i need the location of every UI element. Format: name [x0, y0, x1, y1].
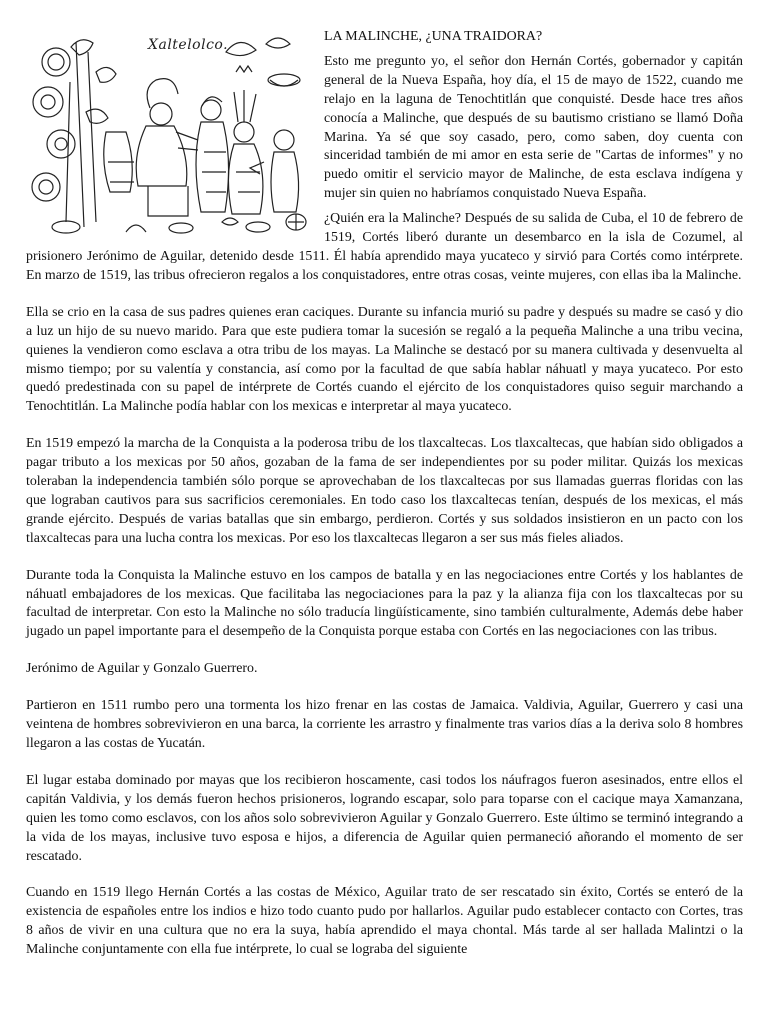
section-subheading: Jerónimo de Aguilar y Gonzalo Guerrero. [26, 661, 258, 677]
document-page [26, 22, 743, 978]
paragraph: Durante toda la Conquista la Malinche estuvo en los campos de batalla y en las negociaciones entre Cortés y los hablantes de náhuatl embajadores de los mexicas. Que facilitaba las negociaciones para la paz y la alianza fija con los tlaxcaltecas por su facultad de interpretar. Con esto la Malinche no sólo traducía lingüísticamente, sino también culturalmente, Además debe haber jugado un papel importante para el desempeño de la Conquista porque estaba con Cortés en las negociaciones con las tribus. [26, 567, 743, 640]
illustration-caption: Xaltelolco. [148, 37, 229, 53]
paragraph: Cuando en 1519 llego Hernán Cortés a las costas de México, Aguilar trato de ser rescatado sin éxito, Cortés se enteró de la existencia de españoles entre los indios e hizo todo cuanto pudo por hallarlos. Aguilar pudo establecer contacto con Cortes, tras 8 años de vivir en una cultura que no era la suya, había aprendido el maya chontal. Más tarde al ser hallada Malintzi o la Malinche conjuntamente con ella fue intérprete, lo cual se lograba del siguiente [26, 885, 743, 958]
paragraph: Partieron en 1511 rumbo pero una tormenta los hizo frenar en las costas de Jamaica. Valdivia, Aguilar, Guerrero y casi una veintena de hombres sobrevivieron en una barca, la corriente les arrastro y finalmente tras varios días a la deriva solo 8 hombres llegaron a las costas de Yucatán. [26, 698, 743, 751]
intro-paragraph: Esto me pregunto yo, el señor don Hernán Cortés, gobernador y capitán general de la Nueva España, hoy día, el 15 de mayo de 1522, cuando me relajo en la laguna de Tenochtitlán que conquisté. Desde hace tres años conocía a Malinche, que después de su bautismo cristiano se llamó Doña Marina. Ya sé que soy casado, pero, como saben, doy cuenta con sinceridad también de mi amor en esta serie de "Cartas de informes" y no puedo omitir el servicio mayor de Malinche, de esta esclava indígena y mujer sin quien no habríamos conquistado Nueva España. [324, 53, 743, 202]
codex-illustration [26, 22, 314, 240]
paragraph: En 1519 empezó la marcha de la Conquista a la poderosa tribu de los tlaxcaltecas. Los tlaxcaltecas, que habían sido obligados a pagar tributo a los mexicas por 50 años, gozaban de la fama de ser independientes por su poder militar. Quizás los mexicas toleraban la independencia también sólo porque se aprovechaban de los tlaxcaltecas por sus llamadas guerras floridas con las que lograban cautivos para sus sacrificios ceremoniales. En todo caso los tlaxcaltecas tenían, después de los mexicas, el más grande ejército. Después de varias batallas que sin embargo, perdieron. Cortés y sus soldados insistieron en un pacto con los tlaxcaltecas para una lucha contra los mexicas. Por eso los tlaxcaltecas llegaron a ser sus más fieles aliados. [26, 436, 743, 546]
article-title: LA MALINCHE, ¿UNA TRAIDORA? [324, 29, 543, 44]
paragraph: Ella se crio en la casa de sus padres quienes eran caciques. Durante su infancia murió su padre y después su madre se casó y dio a luz un hijo de su nuevo marido. Para que este pudiera tomar la sucesión se regaló a la pequeña Malinche a una tribu vecina, quienes la vendieron como esclava a otra tribu de los mayas. La Malinche se destacó por su manera cultivada y desenvuelta al mismo tiempo; por su valentía y constancia, así como por la facultad de que sabía hablar náhuatl y maya yucateco. Por esto quedó predestinada con su papel de intérprete de Cortés cuando el ejército de los conquistadores quiso seguir marchando a Tenochtitlán. La Malinche podía hablar con los mexicas e interpretar al maya yucateco. [26, 304, 743, 415]
paragraph: El lugar estaba dominado por mayas que los recibieron hoscamente, casi todos los náufragos fueron asesinados, entre ellos el capitán Valdivia, y los demás fueron hechos prisioneros, logrando escapar, solo para toparse con el cacique maya Xamanzana, quien les tomo como esclavos, con los años solo sobrevivieron Aguilar y Gonzalo Guerrero. Este último se terminó integrando a la vida de los mayas, inclusive tuvo esposa e hijos, a diferencia de Aguilar quien permaneció añorando el momento de ser rescatado. [26, 772, 743, 864]
paragraph: ¿Quién era la Malinche? Después de su salida de Cuba, el 10 de febrero de 1519, Cortés liberó durante un desembarco en la isla de Cozumel, al prisionero Jerónimo de Aguilar, detenido desde 1511. Él había aprendido maya yucateco y sirvió para Cortés como intérprete. En marzo de 1519, las tribus ofrecieron regalos a los conquistadores, entre otras cosas, veinte mujeres, con ellas iba la Malinche. [26, 211, 743, 283]
